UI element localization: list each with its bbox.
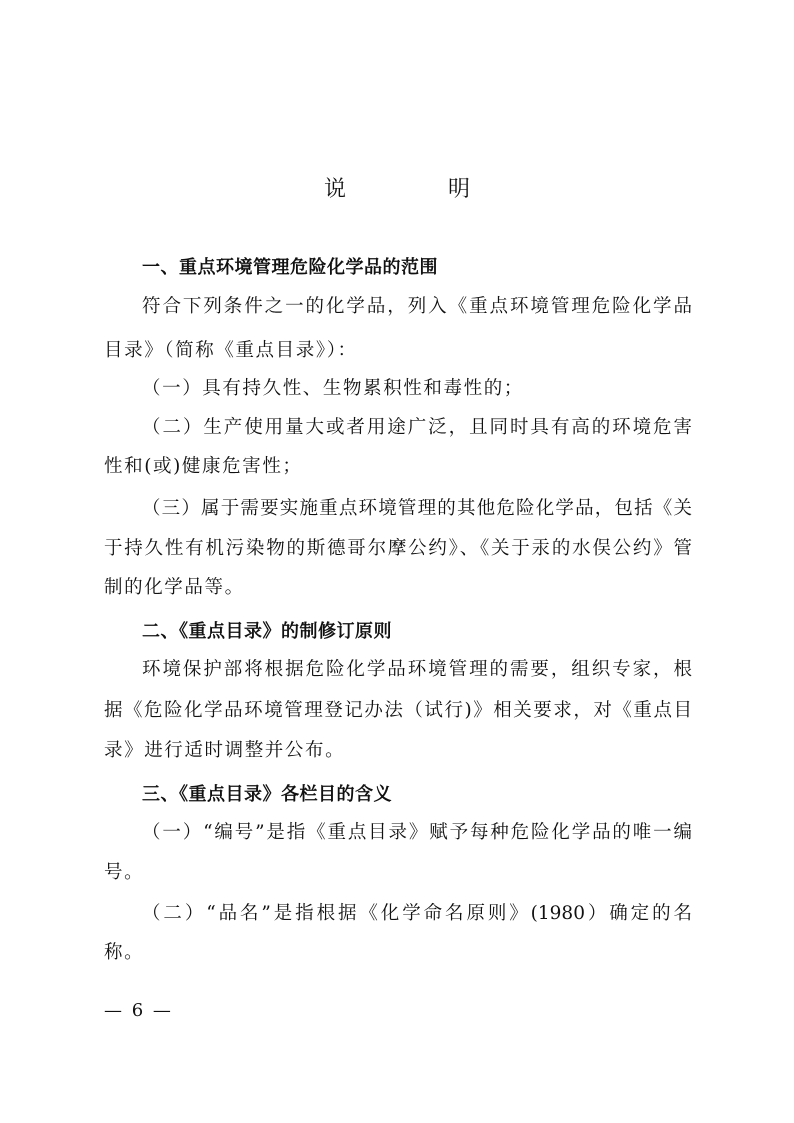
- section-heading-meanings: 三、《重点目录》各栏目的含义: [142, 784, 392, 805]
- paragraph-line: （二）生产使用量大或者用途广泛，且同时具有高的环境危害: [142, 417, 692, 438]
- paragraph-line: 目录》（简称《重点目录》）：: [104, 340, 358, 361]
- paragraph-line: 制的化学品等。: [104, 577, 245, 598]
- section-heading-scope: 一、重点环境管理危险化学品的范围: [142, 257, 438, 278]
- paragraph-line: （一）“编号”是指《重点目录》赋予每种危险化学品的唯一编: [142, 822, 692, 843]
- paragraph-line: （三）属于需要实施重点环境管理的其他危险化学品，包括《关: [142, 498, 692, 519]
- paragraph-line: 符合下列条件之一的化学品，列入《重点环境管理危险化学品: [142, 296, 692, 317]
- paragraph-line: 据《危险化学品环境管理登记办法（试行)》相关要求，对《重点目: [104, 700, 692, 721]
- paragraph-line: （二）“品名”是指根据《化学命名原则》(1980）确定的名: [142, 903, 692, 924]
- section-heading-principles: 二、《重点目录》的制修订原则: [142, 621, 392, 642]
- paragraph-line: 性和(或)健康危害性；: [104, 456, 303, 477]
- paragraph-line: 于持久性有机污染物的斯德哥尔摩公约》、《关于汞的水俣公约》管: [104, 538, 692, 559]
- document-title: 说 明: [323, 177, 510, 202]
- page-number: — 6 —: [104, 1000, 173, 1021]
- paragraph-line: 称。: [104, 942, 145, 963]
- paragraph-line: 号。: [104, 862, 145, 883]
- paragraph-line: 录》进行适时调整并公布。: [104, 740, 346, 761]
- paragraph-line: 环境保护部将根据危险化学品环境管理的需要，组织专家，根: [142, 659, 692, 680]
- paragraph-line: （一）具有持久性、生物累积性和毒性的；: [142, 378, 524, 399]
